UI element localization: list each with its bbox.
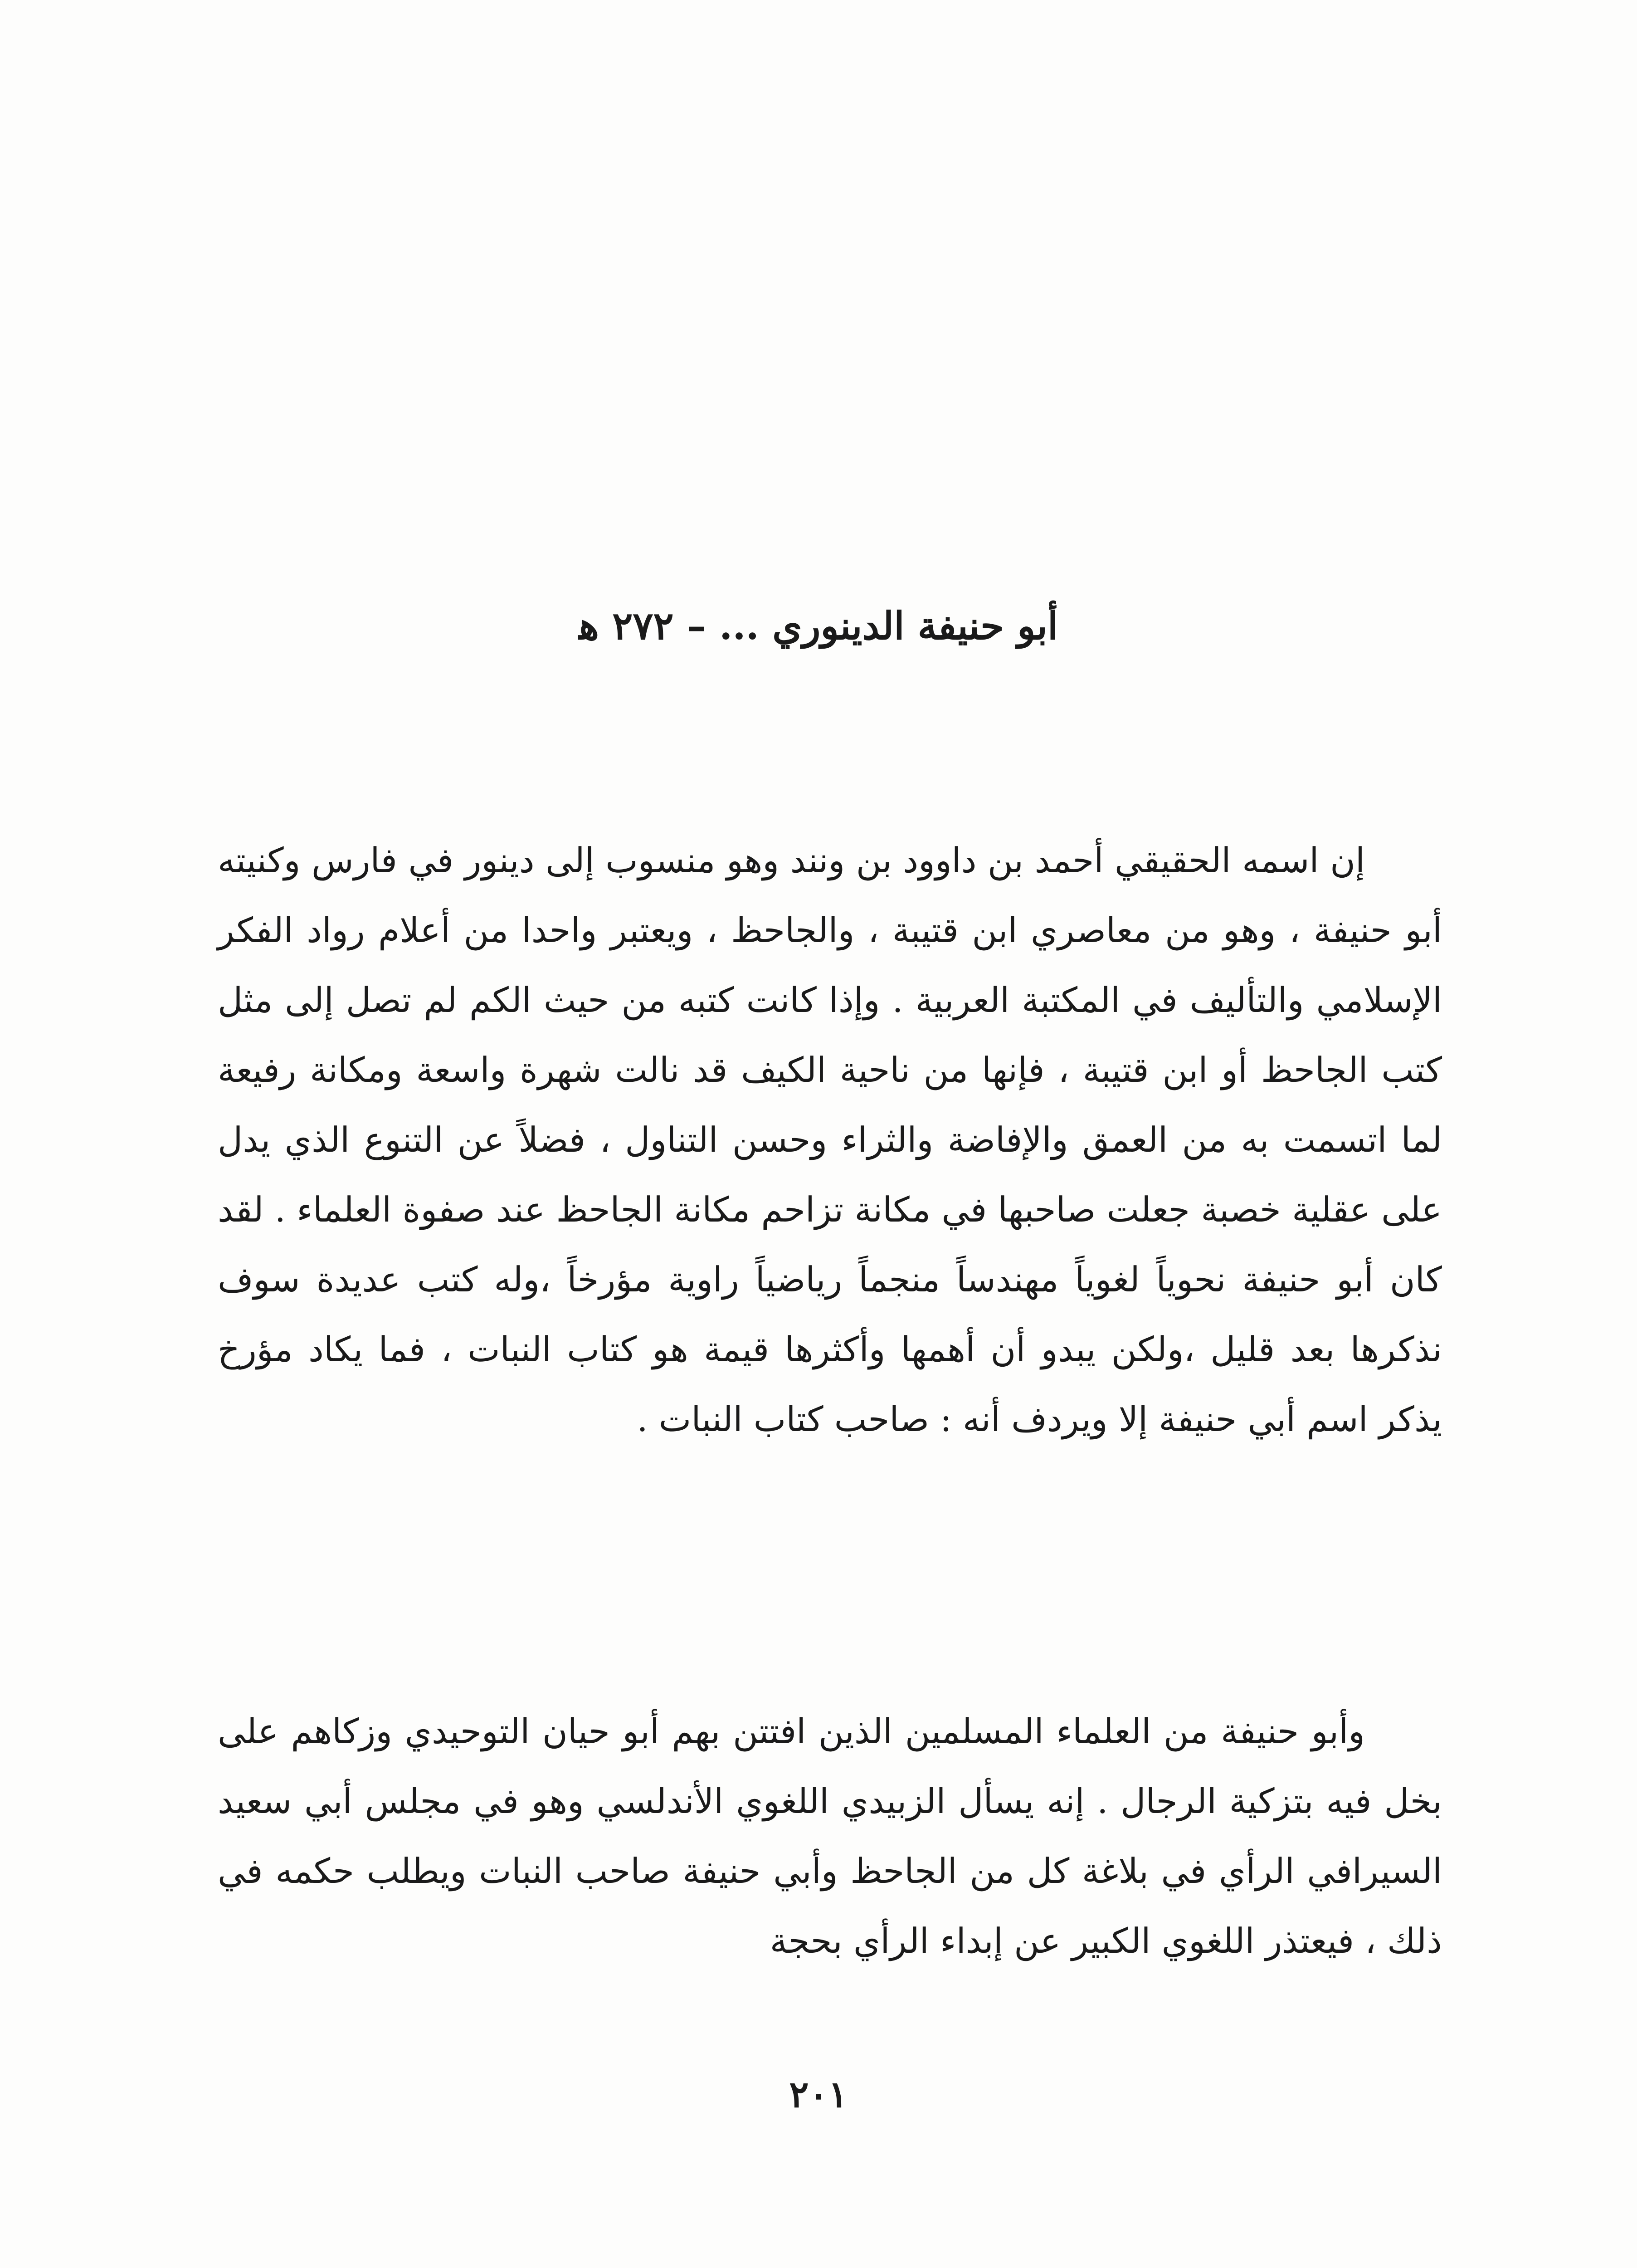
body-paragraph-2 xyxy=(218,1696,1442,1976)
chapter-title: أبو حنيفة الدينوري ... – ٢٧٢ ﻫ xyxy=(579,603,1058,648)
body-paragraph-1 xyxy=(218,826,1442,1454)
paragraph-text: إن اسمه الحقيقي أحمد بن داوود بن ونند وهو منسوب إلى دينور في فارس وكنيته أبو حنيفة ، وهو من معاصري ابن قتيبة ، والجاحظ ، ويعتبر واحدا من أعلام رواد الفكر الإسلامي والتأليف في المكتبة العربية . وإذا كانت كتبه من حيث الكم لم تصل إلى مثل كتب الجاحظ أو ابن قتيبة ، فإنها من ناحية الكيف قد نالت شهرة واسعة ومكانة رفيعة لما اتسمت به من العمق والإفاضة والثراء وحسن التناول ، فضلاً عن التنوع الذي يدل على عقلية خصبة جعلت صاحبها في مكانة تزاحم مكانة الجاحظ عند صفوة العلماء . لقد كان أبو حنيفة نحوياً لغوياً مهندساً منجماً رياضياً راوية مؤرخاً ،وله كتب عديدة سوف نذكرها بعد قليل ،ولكن يبدو أن أهمها وأكثرها قيمة هو كتاب النبات ، فما يكاد مؤرخ يذكر اسم أبي حنيفة إلا ويردف أنه : صاحب كتاب النبات . xyxy=(218,840,1442,1439)
paragraph-text: وأبو حنيفة من العلماء المسلمين الذين افتتن بهم أبو حيان التوحيدي وزكاهم على بخل فيه بتزكية الرجال . إنه يسأل الزبيدي اللغوي الأندلسي وهو في مجلس أبي سعيد السيرافي الرأي في بلاغة كل من الجاحظ وأبي حنيفة صاحب النبات ويطلب حكمه في ذلك ، فيعتذر اللغوي الكبير عن إبداء الرأي بحجة xyxy=(218,1711,1442,1961)
page-number: ٢٠١ xyxy=(789,2073,848,2116)
